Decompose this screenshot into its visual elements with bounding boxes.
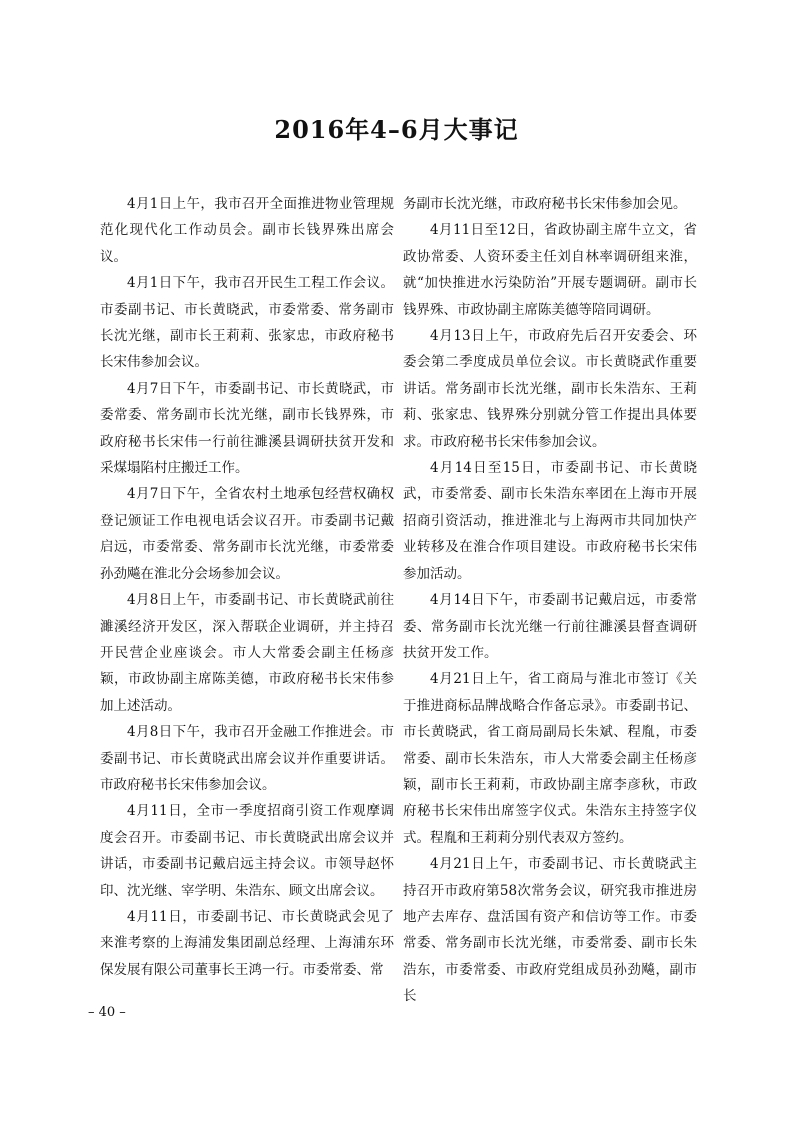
- left-column: [100, 191, 394, 983]
- paragraph: 4月1日下午，我市召开民生工程工作会议。市委副书记、市长黄晓武，市委常委、常务副市长沈光继，副市长王莉莉、张家忠，市政府秘书长宋伟参加会议。: [100, 275, 394, 371]
- paragraph: 4月8日上午，市委副书记、市长黄晓武前往濉溪经济开发区，深入帮联企业调研，并主持召开民营企业座谈会。市人大常委会副主任杨彦颖，市政协副主席陈美德，市政府秘书长宋伟参加上述活动。: [100, 592, 394, 714]
- paragraph: 4月13日上午，市政府先后召开安委会、环委会第二季度成员单位会议。市长黄晓武作重要讲话。常务副市长沈光继，副市长朱浩东、王莉莉、张家忠、钱界殊分别就分管工作提出具体要求。市政府秘书长宋伟参加会议。: [403, 328, 697, 450]
- paragraph: 4月14日下午，市委副书记戴启远，市委常委、常务副市长沈光继一行前往濉溪县督查调研扶贫开发工作。: [403, 592, 697, 661]
- paragraph: 4月8日下午，我市召开金融工作推进会。市委副书记、市长黄晓武出席会议并作重要讲话。市政府秘书长宋伟参加会议。: [100, 724, 394, 793]
- paragraph: 4月21日上午，市委副书记、市长黄晓武主持召开市政府第58次常务会议，研究我市推进房地产去库存、盘活国有资产和信访等工作。市委常委、常务副市长沈光继，市委常委、副市长朱浩东，市委常委、市政府党组成员孙劲飚，副市长: [403, 856, 697, 1005]
- right-column: [403, 191, 697, 1010]
- paragraph: 4月14日至15日，市委副书记、市长黄晓武，市委常委、副市长朱浩东率团在上海市开展招商引资活动，推进淮北与上海两市共同加快产业转移及在淮合作项目建设。市政府秘书长宋伟参加活动。: [403, 460, 697, 582]
- paragraph: 4月7日下午，市委副书记、市长黄晓武，市委常委、常务副市长沈光继，副市长钱界殊，市政府秘书长宋伟一行前往濉溪县调研扶贫开发和采煤塌陷村庄搬迁工作。: [100, 380, 394, 477]
- paragraph: 4月7日下午，全省农村土地承包经营权确权登记颁证工作电视电话会议召开。市委副书记戴启远，市委常委、常务副市长沈光继，市委常委孙劲飚在淮北分会场参加会议。: [100, 486, 394, 582]
- paragraph: 4月21日上午，省工商局与淮北市签订《关于推进商标品牌战略合作备忘录》。市委副书记、市长黄晓武，省工商局副局长朱斌、程胤，市委常委、副市长朱浩东，市人大常委会副主任杨彦颖，副市长王莉莉，市政协副主席李彦秋，市政府秘书长宋伟出席签字仪式。朱浩东主持签字仪式。程胤和王莉莉分别代表双方签约。: [403, 671, 697, 846]
- page-number: – 40 –: [88, 1005, 126, 1020]
- paragraph: 4月11日至12日，省政协副主席牛立文，省政协常委、人资环委主任刘自林率调研组来淮，就“加快推进水污染防治”开展专题调研。副市长钱界殊、市政协副主席陈美德等陪同调研。: [403, 222, 697, 318]
- paragraph: 4月11日，全市一季度招商引资工作观摩调度会召开。市委副书记、市长黄晓武出席会议并讲话，市委副书记戴启远主持会议。市领导赵怀印、沈光继、宰学明、朱浩东、顾文出席会议。: [100, 803, 394, 899]
- page-title: 2016年4–6月大事记: [274, 115, 519, 144]
- paragraph-continuation: 务副市长沈光继，市政府秘书长宋伟参加会见。: [403, 196, 687, 212]
- paragraph: 4月1日上午，我市召开全面推进物业管理规范化现代化工作动员会。副市长钱界殊出席会议。: [100, 196, 394, 265]
- paragraph: 4月11日，市委副书记、市长黄晓武会见了来淮考察的上海浦发集团副总经理、上海浦东环保发展有限公司董事长王鸿一行。市委常委、常: [100, 908, 394, 978]
